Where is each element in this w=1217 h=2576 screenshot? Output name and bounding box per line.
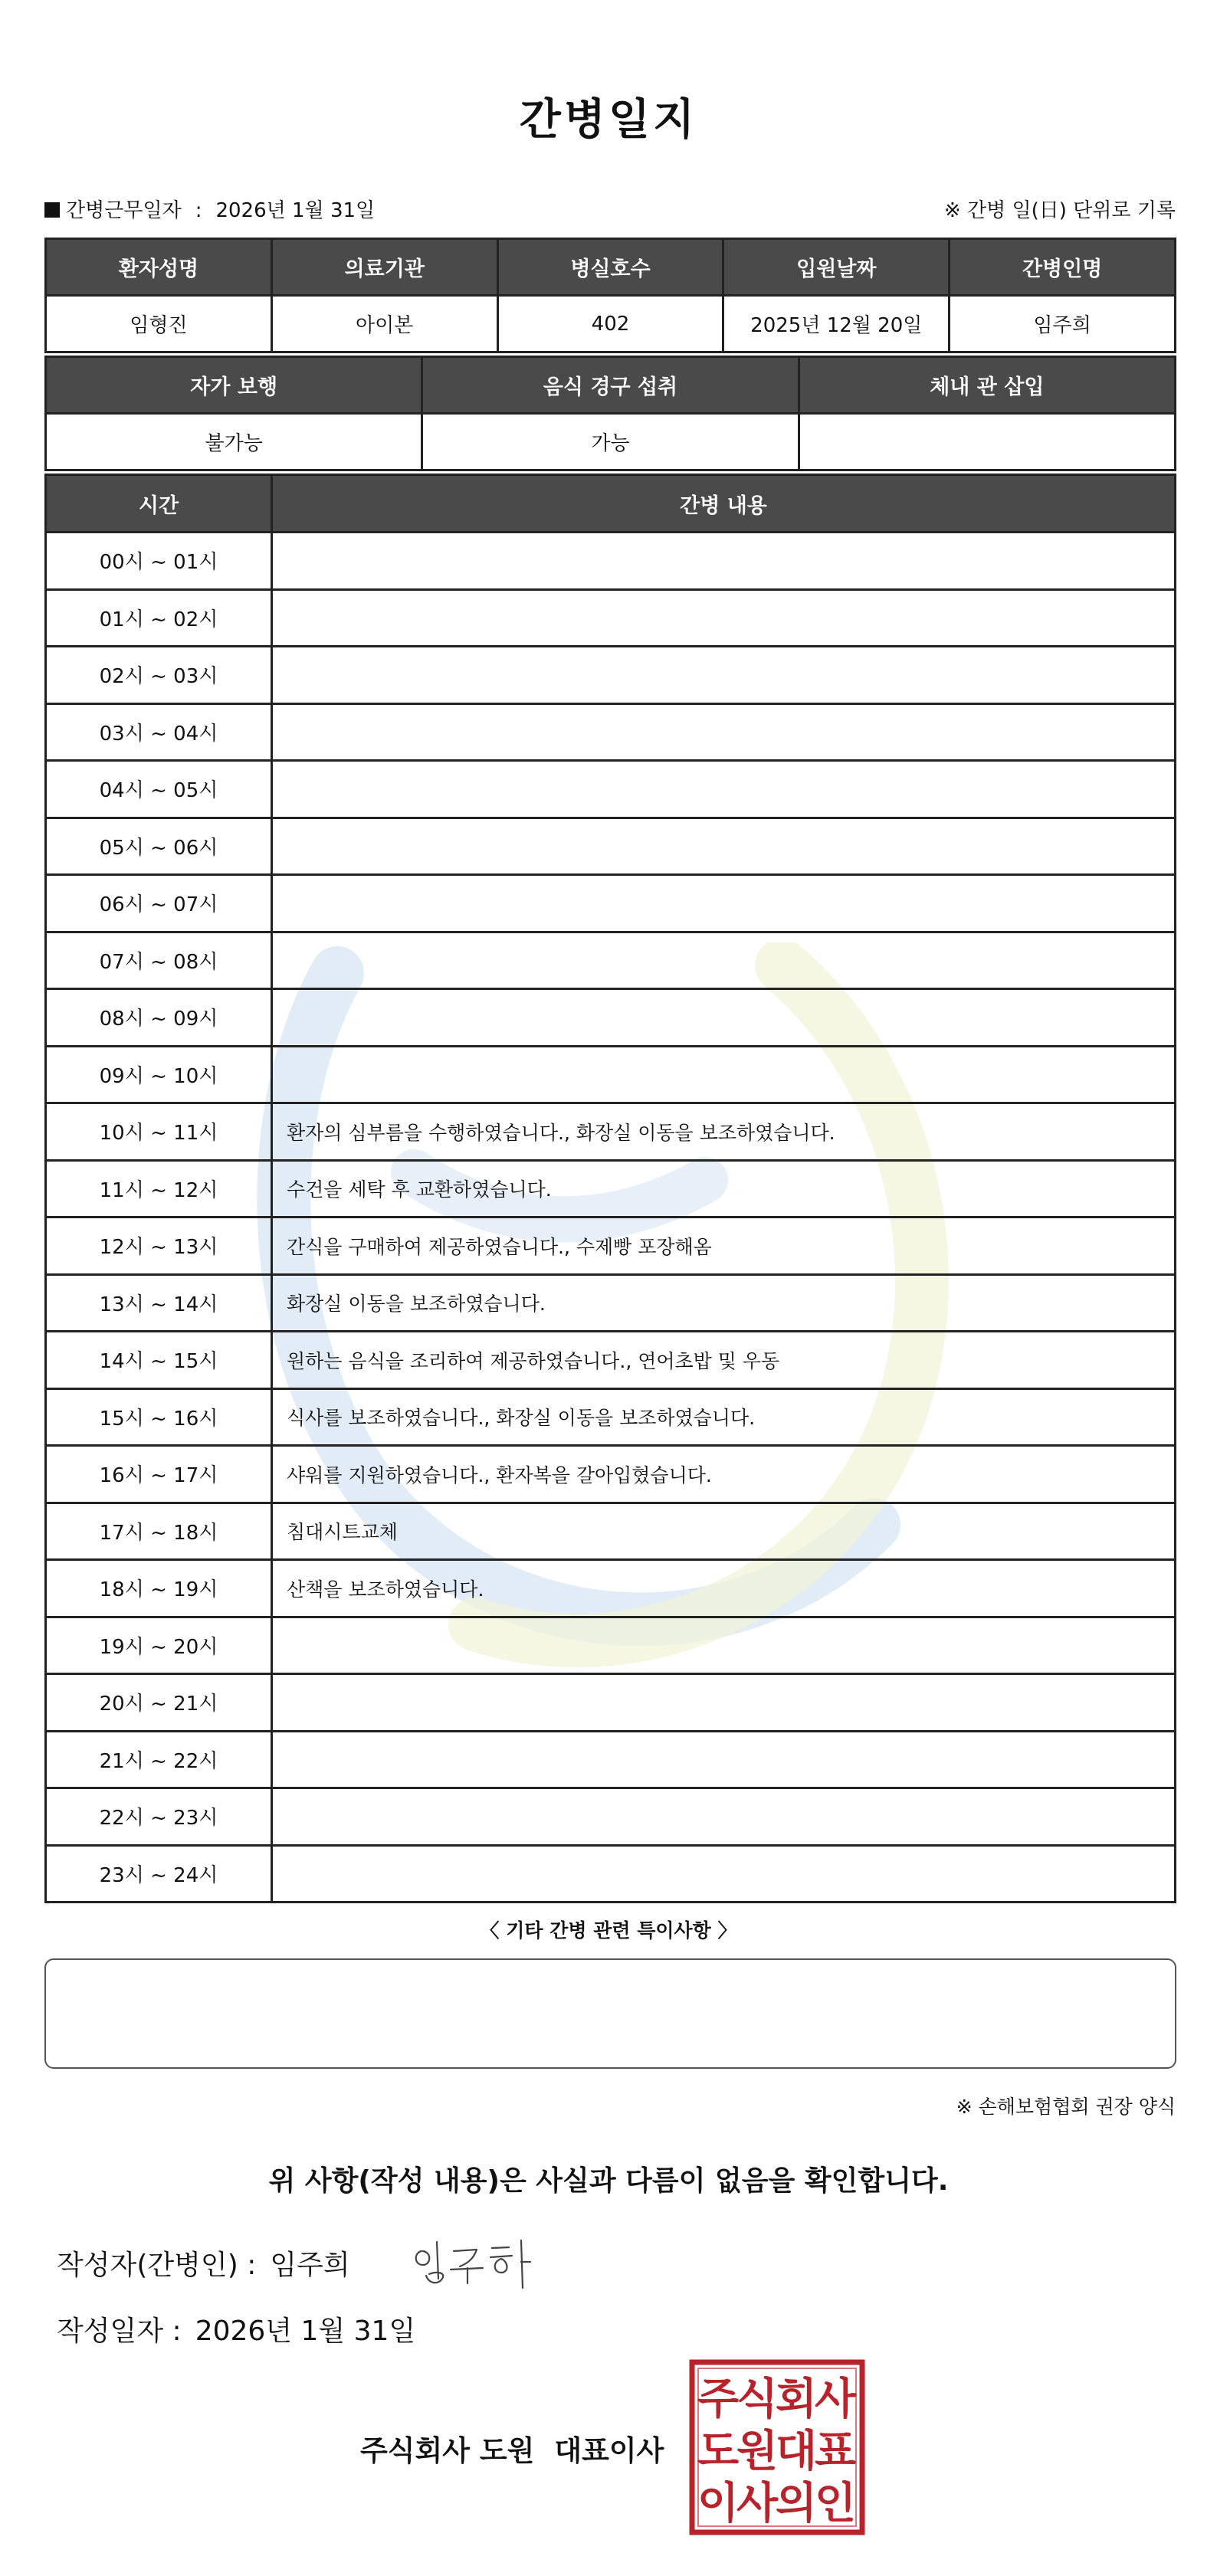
care-log-row bbox=[46, 703, 1176, 761]
writer-name: 임주희 bbox=[270, 2250, 350, 2281]
care-log-row bbox=[46, 1332, 1176, 1389]
header-admission-date: 입원날짜 bbox=[723, 239, 950, 296]
time-slot-cell: 06시 ~ 07시 bbox=[46, 875, 272, 932]
patient-info-table bbox=[44, 238, 1176, 353]
patient-name-cell[interactable]: 임형진 bbox=[46, 296, 272, 352]
care-log-row bbox=[46, 989, 1176, 1047]
seal-glyph: 사 bbox=[736, 2479, 779, 2528]
care-log-row bbox=[46, 818, 1176, 875]
care-content-cell[interactable] bbox=[272, 1617, 1176, 1674]
care-content-cell[interactable] bbox=[272, 761, 1176, 818]
patient-status-table bbox=[44, 356, 1176, 471]
notes-box[interactable] bbox=[44, 1958, 1176, 2069]
time-slot-cell: 22시 ~ 23시 bbox=[46, 1788, 272, 1846]
care-log-row bbox=[46, 1788, 1176, 1846]
care-log-row bbox=[46, 589, 1176, 647]
seal-glyph: 의 bbox=[775, 2479, 818, 2528]
time-slot-cell: 23시 ~ 24시 bbox=[46, 1845, 272, 1903]
time-slot-cell: 18시 ~ 19시 bbox=[46, 1560, 272, 1617]
care-log-row bbox=[46, 533, 1176, 590]
care-content-cell[interactable] bbox=[272, 533, 1176, 590]
seal-glyph: 원 bbox=[736, 2427, 779, 2476]
care-content-cell[interactable]: 환자의 심부름을 수행하였습니다., 화장실 이동을 보조하였습니다. bbox=[272, 1103, 1176, 1161]
care-log-body bbox=[46, 533, 1176, 1903]
unit-note: ※ 간병 일(日) 단위로 기록 bbox=[943, 199, 1176, 222]
care-log-header-row bbox=[46, 475, 1176, 533]
care-content-cell[interactable] bbox=[272, 875, 1176, 932]
written-date-line bbox=[57, 2309, 415, 2348]
company-name: 주식회사 도원 bbox=[360, 2434, 535, 2467]
writer-label: 작성자(간병인) : bbox=[57, 2250, 257, 2281]
work-date-value: 2026년 1월 31일 bbox=[215, 199, 376, 222]
self-walking-cell[interactable]: 불가능 bbox=[46, 414, 422, 470]
work-date-label: 간병근무일자 bbox=[66, 199, 182, 222]
care-log-table bbox=[44, 474, 1176, 1903]
time-slot-cell: 16시 ~ 17시 bbox=[46, 1446, 272, 1503]
care-content-cell[interactable]: 수건을 세탁 후 교환하였습니다. bbox=[272, 1160, 1176, 1218]
care-log-row bbox=[46, 1388, 1176, 1446]
company-seal-stamp bbox=[688, 2358, 866, 2536]
care-log-row bbox=[46, 1218, 1176, 1275]
care-content-cell[interactable]: 간식을 구매하여 제공하였습니다., 수제빵 포장해옴 bbox=[272, 1218, 1176, 1275]
time-slot-cell: 12시 ~ 13시 bbox=[46, 1218, 272, 1275]
time-slot-cell: 17시 ~ 18시 bbox=[46, 1503, 272, 1560]
care-content-cell[interactable] bbox=[272, 1046, 1176, 1103]
care-content-cell[interactable]: 산책을 보조하였습니다. bbox=[272, 1560, 1176, 1617]
care-content-cell[interactable] bbox=[272, 703, 1176, 761]
patient-info-header-row bbox=[46, 239, 1176, 296]
written-date-value: 2026년 1월 31일 bbox=[195, 2315, 416, 2347]
care-log-row bbox=[46, 932, 1176, 989]
care-content-cell[interactable] bbox=[272, 647, 1176, 704]
care-content-cell[interactable]: 침대시트교체 bbox=[272, 1503, 1176, 1560]
recommend-note: ※ 손해보험협회 권장 양식 bbox=[956, 2096, 1176, 2118]
time-slot-cell: 03시 ~ 04시 bbox=[46, 703, 272, 761]
care-content-cell[interactable]: 원하는 음식을 조리하여 제공하였습니다., 연어초밥 및 우동 bbox=[272, 1332, 1176, 1389]
time-slot-cell: 14시 ~ 15시 bbox=[46, 1332, 272, 1389]
seal-glyph: 대 bbox=[775, 2427, 818, 2476]
care-log-row bbox=[46, 1845, 1176, 1903]
care-log-row bbox=[46, 1560, 1176, 1617]
header-room: 병실호수 bbox=[497, 239, 723, 296]
time-slot-cell: 20시 ~ 21시 bbox=[46, 1674, 272, 1732]
time-slot-cell: 01시 ~ 02시 bbox=[46, 589, 272, 647]
tube-insertion-cell[interactable] bbox=[799, 414, 1175, 470]
care-content-cell[interactable] bbox=[272, 932, 1176, 989]
time-slot-cell: 21시 ~ 22시 bbox=[46, 1731, 272, 1788]
header-care-content: 간병 내용 bbox=[272, 475, 1176, 533]
care-log-row bbox=[46, 647, 1176, 704]
time-slot-cell: 19시 ~ 20시 bbox=[46, 1617, 272, 1674]
time-slot-cell: 09시 ~ 10시 bbox=[46, 1046, 272, 1103]
header-hospital: 의료기관 bbox=[271, 239, 497, 296]
care-log-row bbox=[46, 1046, 1176, 1103]
time-slot-cell: 02시 ~ 03시 bbox=[46, 647, 272, 704]
care-content-cell[interactable] bbox=[272, 989, 1176, 1047]
hospital-cell[interactable]: 아이본 bbox=[271, 296, 497, 352]
header-oral-intake: 음식 경구 섭취 bbox=[422, 357, 799, 414]
care-log-row bbox=[46, 1617, 1176, 1674]
care-log-row bbox=[46, 1731, 1176, 1788]
oral-intake-cell[interactable]: 가능 bbox=[422, 414, 799, 470]
time-slot-cell: 13시 ~ 14시 bbox=[46, 1274, 272, 1332]
room-cell[interactable]: 402 bbox=[497, 296, 723, 352]
care-log-row bbox=[46, 761, 1176, 818]
time-slot-cell: 07시 ~ 08시 bbox=[46, 932, 272, 989]
patient-status-value-row bbox=[46, 414, 1176, 470]
time-slot-cell: 11시 ~ 12시 bbox=[46, 1160, 272, 1218]
care-content-cell[interactable]: 화장실 이동을 보조하였습니다. bbox=[272, 1274, 1176, 1332]
company-line bbox=[360, 2427, 664, 2469]
header-caregiver: 간병인명 bbox=[950, 239, 1176, 296]
handwritten-signature bbox=[406, 2228, 536, 2297]
seal-glyph: 회 bbox=[775, 2374, 818, 2424]
seal-glyph: 도 bbox=[697, 2427, 740, 2476]
care-content-cell[interactable] bbox=[272, 818, 1176, 875]
caregiver-cell[interactable]: 임주희 bbox=[950, 296, 1176, 352]
time-slot-cell: 00시 ~ 01시 bbox=[46, 533, 272, 590]
care-content-cell[interactable] bbox=[272, 589, 1176, 647]
time-slot-cell: 08시 ~ 09시 bbox=[46, 989, 272, 1047]
care-content-cell[interactable] bbox=[272, 1845, 1176, 1903]
admission-date-cell[interactable]: 2025년 12월 20일 bbox=[723, 296, 950, 352]
written-date-label: 작성일자 : bbox=[57, 2315, 182, 2347]
seal-glyph: 주 bbox=[697, 2374, 740, 2424]
care-content-cell[interactable] bbox=[272, 1788, 1176, 1846]
care-log-row bbox=[46, 1674, 1176, 1732]
care-log-row bbox=[46, 1446, 1176, 1503]
patient-status-header-row bbox=[46, 357, 1176, 414]
care-log-row bbox=[46, 1503, 1176, 1560]
confirmation-statement: 위 사항(작성 내용)은 사실과 다름이 없음을 확인합니다. bbox=[268, 2165, 949, 2197]
care-log-row bbox=[46, 1160, 1176, 1218]
seal-glyph: 인 bbox=[814, 2479, 857, 2528]
care-content-cell[interactable]: 식사를 보조하였습니다., 화장실 이동을 보조하였습니다. bbox=[272, 1388, 1176, 1446]
header-time: 시간 bbox=[46, 475, 272, 533]
header-tube-insertion: 체내 관 삽입 bbox=[799, 357, 1175, 414]
seal-glyph: 표 bbox=[814, 2427, 857, 2476]
care-log-row bbox=[46, 1103, 1176, 1161]
care-content-cell[interactable] bbox=[272, 1674, 1176, 1732]
time-slot-cell: 15시 ~ 16시 bbox=[46, 1388, 272, 1446]
notes-title: 〈 기타 간병 관련 특이사항 〉 bbox=[480, 1919, 737, 1942]
patient-info-value-row bbox=[46, 296, 1176, 352]
time-slot-cell: 05시 ~ 06시 bbox=[46, 818, 272, 875]
work-date-separator: : bbox=[195, 199, 202, 222]
meta-row bbox=[44, 195, 1176, 222]
care-content-cell[interactable] bbox=[272, 1731, 1176, 1788]
seal-glyph: 사 bbox=[814, 2374, 857, 2424]
company-role: 대표이사 bbox=[554, 2434, 664, 2467]
time-slot-cell: 04시 ~ 05시 bbox=[46, 761, 272, 818]
care-content-cell[interactable]: 샤워를 지원하였습니다., 환자복을 갈아입혔습니다. bbox=[272, 1446, 1176, 1503]
header-self-walking: 자가 보행 bbox=[46, 357, 422, 414]
care-log-row bbox=[46, 875, 1176, 932]
seal-glyph: 이 bbox=[697, 2479, 740, 2528]
writer-line bbox=[57, 2243, 350, 2283]
work-date-line bbox=[44, 195, 375, 223]
seal-glyph: 식 bbox=[736, 2374, 779, 2424]
care-log-row bbox=[46, 1274, 1176, 1332]
document-title: 간병일지 bbox=[519, 95, 698, 145]
square-bullet-icon bbox=[44, 202, 60, 218]
time-slot-cell: 10시 ~ 11시 bbox=[46, 1103, 272, 1161]
header-patient-name: 환자성명 bbox=[46, 239, 272, 296]
